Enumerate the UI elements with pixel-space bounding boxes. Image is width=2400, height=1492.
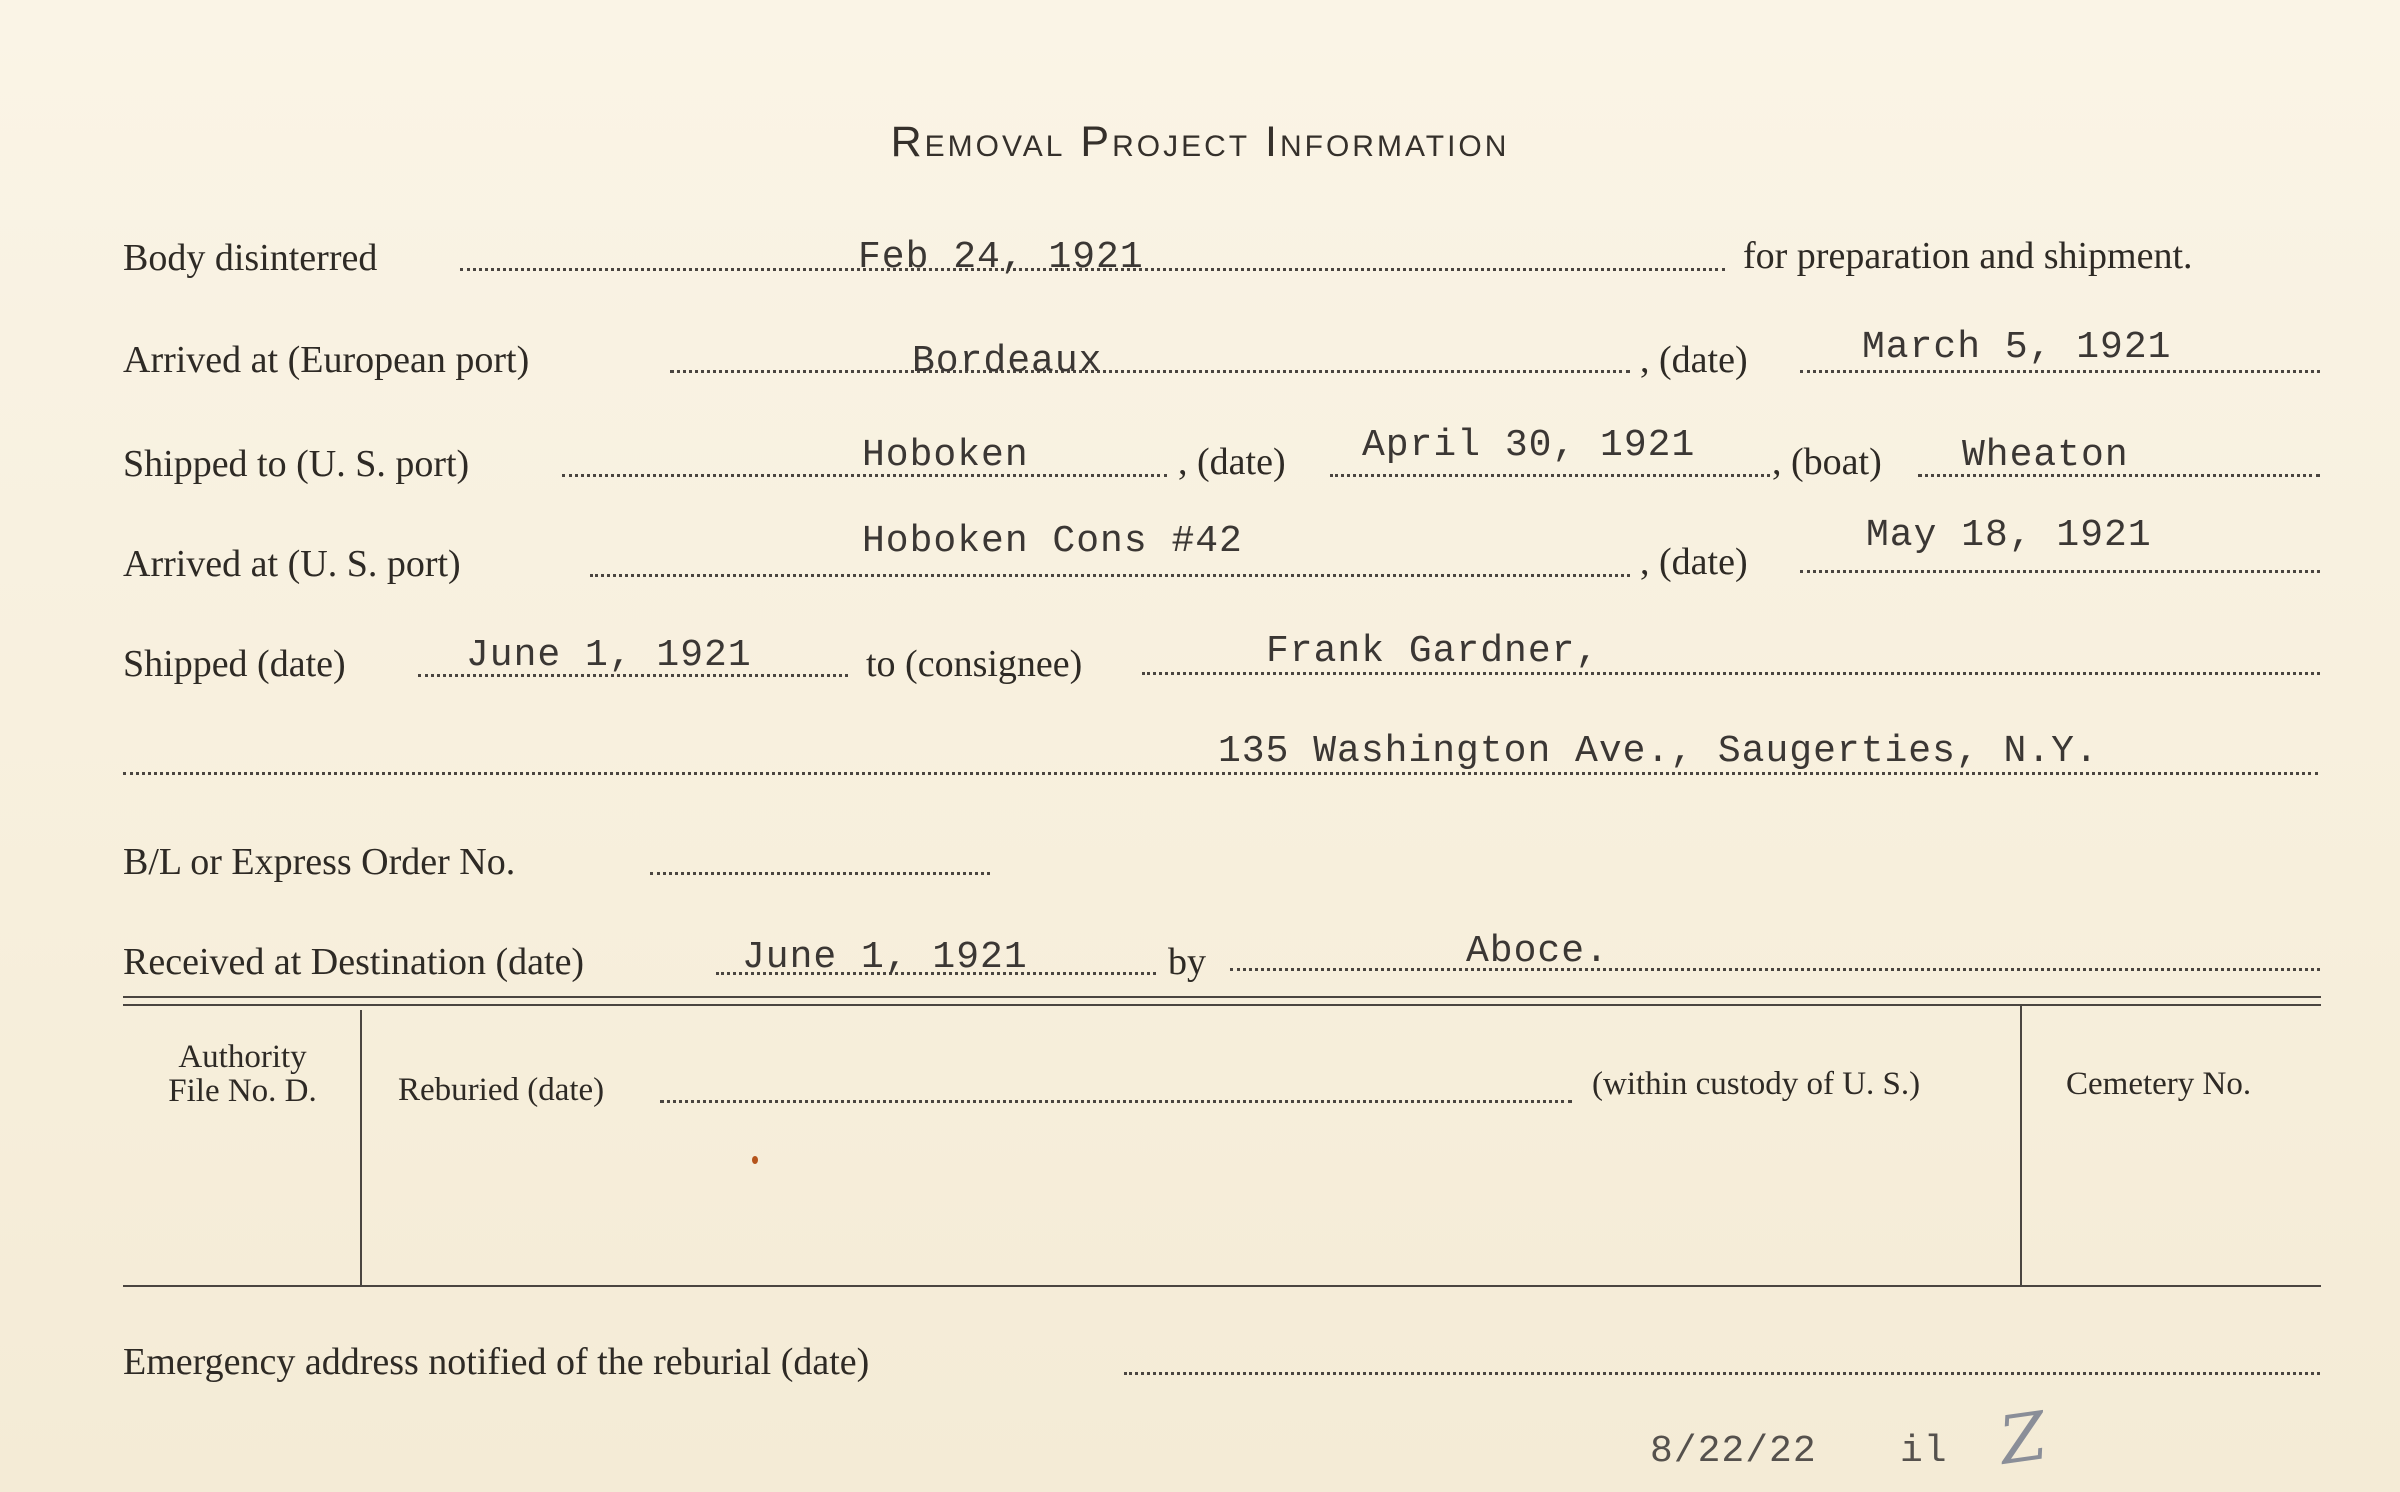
label-by: by: [1168, 941, 1206, 983]
value-european-port[interactable]: Bordeaux: [912, 340, 1103, 383]
dotted-line: [590, 574, 1630, 577]
label-date: , (date): [1640, 339, 1748, 381]
label-reburied: Reburied (date): [398, 1072, 605, 1108]
ink-speck: [752, 1156, 758, 1164]
label-shipped-date: Shipped (date): [123, 643, 346, 685]
handwritten-mark: Z: [1994, 1397, 2051, 1480]
dotted-line: [1230, 968, 2320, 971]
value-us-port-arrived[interactable]: Hoboken Cons #42: [862, 520, 1243, 563]
value-us-arrival-date[interactable]: May 18, 1921: [1866, 514, 2152, 557]
value-european-arrival-date[interactable]: March 5, 1921: [1862, 326, 2172, 369]
label-authority-line1: Authority: [178, 1039, 307, 1075]
value-shipped-to-consignee-date[interactable]: June 1, 1921: [466, 634, 752, 677]
label-authority: [135, 1040, 350, 1108]
dotted-line: [660, 1100, 1572, 1103]
value-shipped-date[interactable]: April 30, 1921: [1362, 424, 1696, 467]
value-boat[interactable]: Wheaton: [1962, 434, 2129, 477]
rule-top-double: [123, 1004, 2321, 1006]
label-emergency: Emergency address notified of the reburial (date): [123, 1341, 870, 1383]
label-received-destination: Received at Destination (date): [123, 941, 585, 983]
dotted-line: [1800, 370, 2320, 373]
label-for-preparation: for preparation and shipment.: [1743, 235, 2193, 277]
label-date: , (date): [1640, 541, 1748, 583]
label-arrived-european: Arrived at (European port): [123, 339, 530, 381]
stamp-date: 8/22/22: [1650, 1430, 1817, 1473]
rule-top: [123, 996, 2321, 998]
label-body-disinterred: Body disinterred: [123, 237, 378, 279]
label-shipped-to-us: Shipped to (U. S. port): [123, 443, 470, 485]
label-authority-line2: File No. D.: [168, 1073, 317, 1109]
rule-bottom: [123, 1285, 2321, 1287]
value-consignee-address[interactable]: 135 Washington Ave., Saugerties, N.Y.: [1218, 730, 2099, 773]
dotted-line: [670, 370, 1630, 373]
value-received-date[interactable]: June 1, 1921: [742, 936, 1028, 979]
dotted-line: [1800, 570, 2320, 573]
value-received-by[interactable]: Aboce.: [1466, 930, 1609, 973]
stamp-initials: il: [1900, 1430, 1948, 1473]
label-within-custody: (within custody of U. S.): [1592, 1066, 1921, 1102]
dotted-line: [1330, 474, 1770, 477]
rule-vertical-right: [2020, 1004, 2022, 1285]
value-disinterred-date[interactable]: Feb 24, 1921: [858, 236, 1144, 279]
label-to-consignee: to (consignee): [866, 643, 1083, 685]
label-arrived-us: Arrived at (U. S. port): [123, 543, 461, 585]
page-title: Removal Project Information: [890, 118, 1510, 166]
value-consignee[interactable]: Frank Gardner,: [1266, 630, 1600, 673]
label-date: , (date): [1178, 441, 1286, 483]
value-us-port-shipped[interactable]: Hoboken: [862, 434, 1029, 477]
label-boat: , (boat): [1772, 441, 1882, 483]
dotted-line: [650, 872, 990, 875]
label-cemetery-no: Cemetery No.: [2066, 1066, 2252, 1102]
label-bl-order: B/L or Express Order No.: [123, 841, 516, 883]
dotted-line: [1124, 1372, 2320, 1375]
rule-vertical-left: [360, 1010, 362, 1285]
